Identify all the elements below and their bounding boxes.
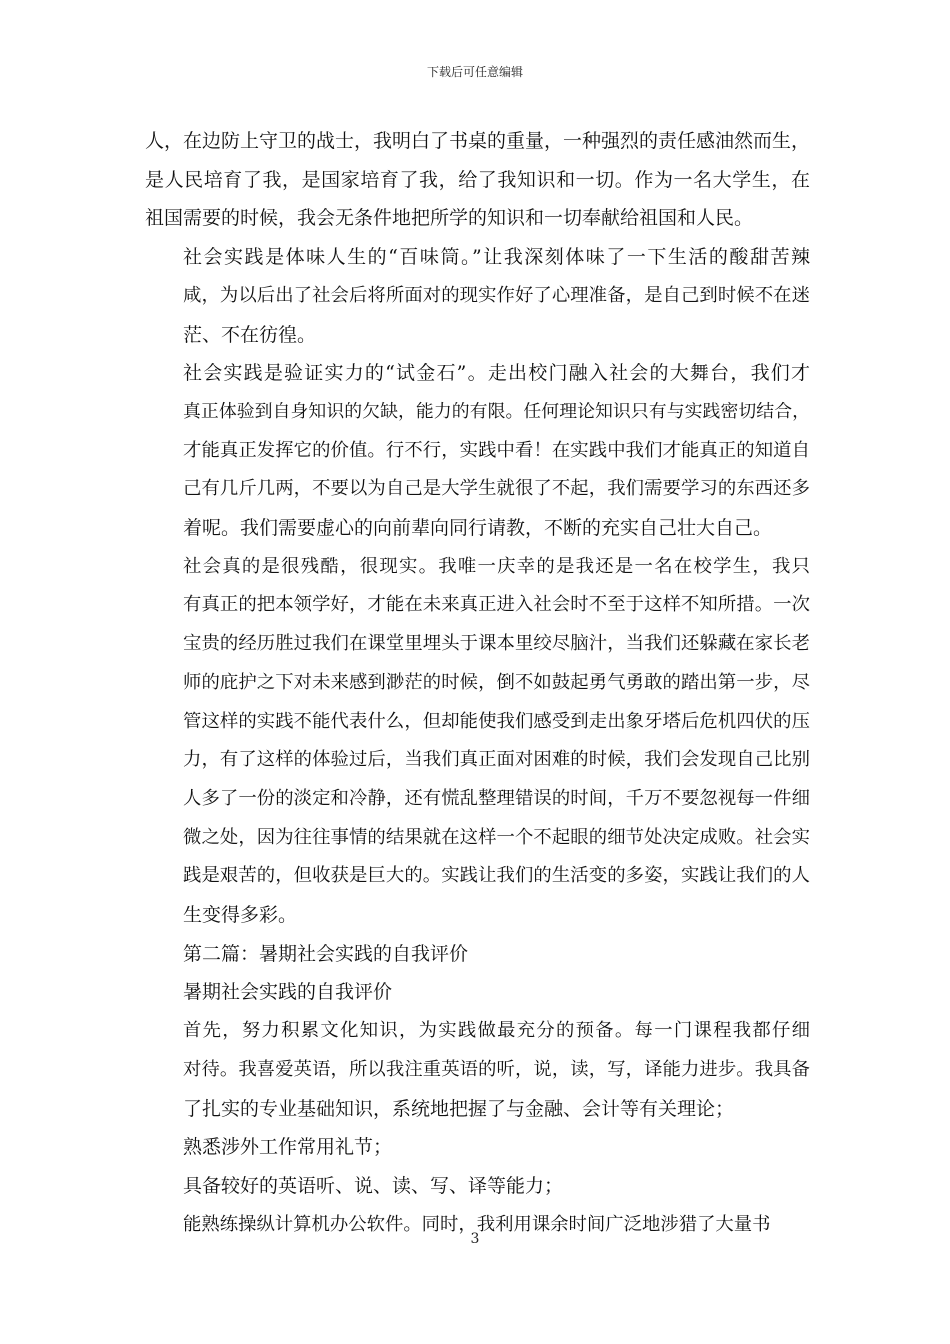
text-line: 有真正的把本领学好，才能在未来真正进入社会时不至于这样不知所措。一次 — [183, 594, 810, 616]
text-line: 第二篇：暑期社会实践的自我评价 — [183, 942, 469, 965]
text-line: 社会真的是很残酷，很现实。我唯一庆幸的是我还是一名在校学生，我只 — [183, 555, 810, 577]
text-line: 咸，为以后出了社会后将所面对的现实作好了心理准备，是自己到时候不在迷 — [183, 284, 810, 306]
text-line: 着呢。我们需要虚心的向前辈向同行请教，不断的充实自己壮大自己。 — [183, 517, 773, 540]
page-number: 3 — [470, 1231, 480, 1247]
text-line: 首先，努力积累文化知识，为实践做最充分的预备。每一门课程我都仔细 — [183, 1020, 810, 1042]
text-line: 生变得多彩。 — [183, 904, 298, 927]
text-line: 微之处，因为往往事情的结果就在这样一个不起眼的细节处决定成败。社会实 — [183, 826, 810, 848]
text-line: 暑期社会实践的自我评价 — [183, 981, 393, 1004]
text-line: 人，在边防上守卫的战士，我明白了书桌的重量，一种强烈的责任感油然而生， — [145, 130, 811, 152]
text-line: 力，有了这样的体验过后，当我们真正面对困难的时候，我们会发现自己比别 — [183, 749, 810, 771]
text-line: 是人民培育了我，是国家培育了我，给了我知识和一切。作为一名大学生，在 — [145, 168, 810, 191]
text-line: 熟悉涉外工作常用礼节； — [183, 1136, 393, 1159]
text-line: 茫、不在彷徨。 — [183, 323, 317, 346]
page-header: 下载后可任意编辑 — [426, 65, 523, 79]
paragraph — [145, 1167, 810, 1206]
text-line: 对待。我喜爱英语，所以我注重英语的听，说，读，写，译能力进步。我具备 — [183, 1058, 810, 1080]
text-line: 社会实践是体味人生的“百味筒。”让我深刻体味了一下生活的酸甜苦辣 — [183, 246, 810, 269]
paragraph — [145, 354, 810, 548]
text-line: 管这样的实践不能代表什么，但却能使我们感受到走出象牙塔后危机四伏的压 — [183, 710, 810, 732]
text-line: 宝贵的经历胜过我们在课堂里埋头于课本里绞尽脑汁，当我们还躲藏在家长老 — [183, 633, 810, 655]
text-line: 具备较好的英语听、说、读、写、译等能力； — [183, 1174, 564, 1197]
paragraph — [145, 935, 810, 974]
text-line: 才能真正发挥它的价值。行不行，实践中看！在实践中我们才能真正的知道自 — [183, 439, 810, 461]
paragraph — [145, 238, 810, 354]
text-line: 能熟练操纵计算机办公软件。同时，我利用课余时间广泛地涉猎了大量书 — [183, 1213, 771, 1235]
text-line: 践是艰苦的，但收获是巨大的。实践让我们的生活变的多姿，实践让我们的人 — [183, 865, 810, 887]
text-line: 人多了一份的淡定和冷静，还有慌乱整理错误的时间，千万不要忽视每一件细 — [183, 787, 810, 809]
text-line: 己有几斤几两，不要以为自己是大学生就很了不起，我们需要学习的东西还多 — [183, 478, 810, 500]
paragraph — [145, 1128, 810, 1167]
text-line: 真正体验到自身知识的欠缺，能力的有限。任何理论知识只有与实践密切结合， — [183, 400, 810, 422]
paragraph — [145, 973, 810, 1012]
text-line: 祖国需要的时候，我会无条件地把所学的知识和一切奉献给祖国和人民。 — [145, 207, 754, 230]
text-line: 了扎实的专业基础知识，系统地把握了与金融、会计等有关理论； — [183, 1097, 735, 1120]
paragraph — [145, 548, 810, 935]
paragraph — [145, 122, 810, 238]
paragraph — [145, 1012, 810, 1128]
text-line: 社会实践是验证实力的“试金石”。走出校门融入社会的大舞台，我们才 — [183, 362, 810, 385]
document-body — [145, 122, 810, 1244]
text-line: 师的庇护之下对未来感到渺茫的时候，倒不如鼓起勇气勇敢的踏出第一步，尽 — [183, 671, 810, 693]
